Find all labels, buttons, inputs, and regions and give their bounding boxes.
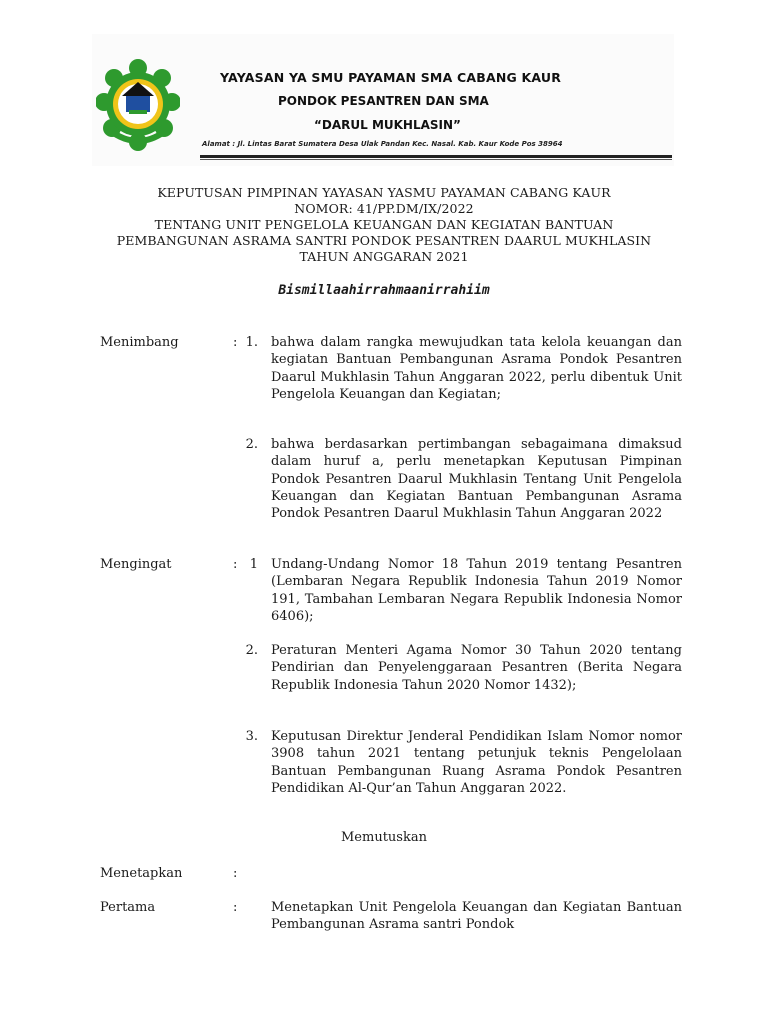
mengingat-item-1-text: Undang-Undang Nomor 18 Tahun 2019 tentang Pesantren (Lembaran Negara Republik Indonesia Tahun 2019 Nomor 191, Tambahan Lembaran Negara Republik Indonesia Nomor 6406);	[271, 557, 682, 624]
menetapkan-label: Menetapkan	[100, 866, 183, 881]
bismillah: Bismillaahirrahmaanirrahiim	[278, 283, 490, 298]
menimbang-label: Menimbang	[100, 335, 179, 350]
letterhead-school-title: “DARUL MUKHLASIN”	[314, 118, 461, 132]
letterhead-school-name: PONDOK PESANTREN DAN SMA	[278, 94, 489, 108]
decree-title-line-1: KEPUTUSAN PIMPINAN YAYASAN YASMU PAYAMAN CABANG KAUR	[157, 185, 611, 200]
mengingat-item-1-number: 1	[249, 557, 258, 572]
mengingat-label: Mengingat	[100, 557, 172, 572]
mengingat-item-3-number: 3.	[245, 729, 258, 744]
menimbang-item-2-number: 2.	[245, 437, 258, 452]
pertama-colon: :	[233, 900, 238, 915]
decree-number: NOMOR: 41/PP.DM/IX/2022	[294, 201, 474, 216]
menimbang-colon: :	[233, 335, 238, 350]
menimbang-item-1-text: bahwa dalam rangka mewujudkan tata kelola keuangan dan kegiatan Bantuan Pembangunan Asrama Pondok Pesantren Daarul Mukhlasin Tahun Anggaran 2022, perlu dibentuk Unit Pengelola Keuangan dan Kegiatan;	[271, 335, 682, 402]
decree-fiscal-year: TAHUN ANGGARAN 2021	[299, 249, 469, 264]
letterhead-foundation-name: YAYASAN YA SMU PAYAMAN SMA CABANG KAUR	[220, 70, 562, 85]
letterhead-address: Alamat : Jl. Lintas Barat Sumatera Desa Ulak Pandan Kec. Nasal. Kab. Kaur Kode Pos 38964	[202, 140, 563, 148]
foundation-logo-icon	[96, 58, 180, 154]
mengingat-item-2-number: 2.	[245, 643, 258, 658]
letterhead-rule-thin	[200, 159, 672, 160]
decree-title-line-3: TENTANG UNIT PENGELOLA KEUANGAN DAN KEGIATAN BANTUAN	[154, 217, 614, 232]
letterhead	[92, 34, 674, 166]
menimbang-item-1-number: 1.	[245, 335, 258, 350]
mengingat-colon: :	[233, 557, 238, 572]
menimbang-item-2-text: bahwa berdasarkan pertimbangan sebagaimana dimaksud dalam huruf a, perlu menetapkan Keputusan Pimpinan Pondok Pesantren Daarul Mukhlasin Tentang Unit Pengelola Keuangan dan Kegiatan Bantuan Pembangunan Asrama Pondok Pesantren Daarul Mukhlasin Tahun Anggaran 2022	[271, 437, 682, 522]
mengingat-item-2-text: Peraturan Menteri Agama Nomor 30 Tahun 2020 tentang Pendirian dan Penyelenggaraan Pesantren (Berita Negara Republik Indonesia Tahun 2020 Nomor 1432);	[271, 643, 682, 693]
pertama-text: Menetapkan Unit Pengelola Keuangan dan Kegiatan Bantuan Pembangunan Asrama santri Pondok	[271, 900, 682, 933]
decree-title-line-4: PEMBANGUNAN ASRAMA SANTRI PONDOK PESANTREN DAARUL MUKHLASIN	[116, 233, 652, 248]
letterhead-rule-thick	[200, 155, 672, 158]
menetapkan-colon: :	[233, 866, 238, 881]
mengingat-item-3-text: Keputusan Direktur Jenderal Pendidikan Islam Nomor nomor 3908 tahun 2021 tentang petunjuk teknis Pengelolaan Bantuan Pembangunan Ruang Asrama Pondok Pesantren Pendidikan Al-Qur’an Tahun Anggaran 2022.	[271, 729, 682, 796]
memutuskan-heading: Memutuskan	[341, 830, 427, 845]
pertama-label: Pertama	[100, 900, 156, 915]
